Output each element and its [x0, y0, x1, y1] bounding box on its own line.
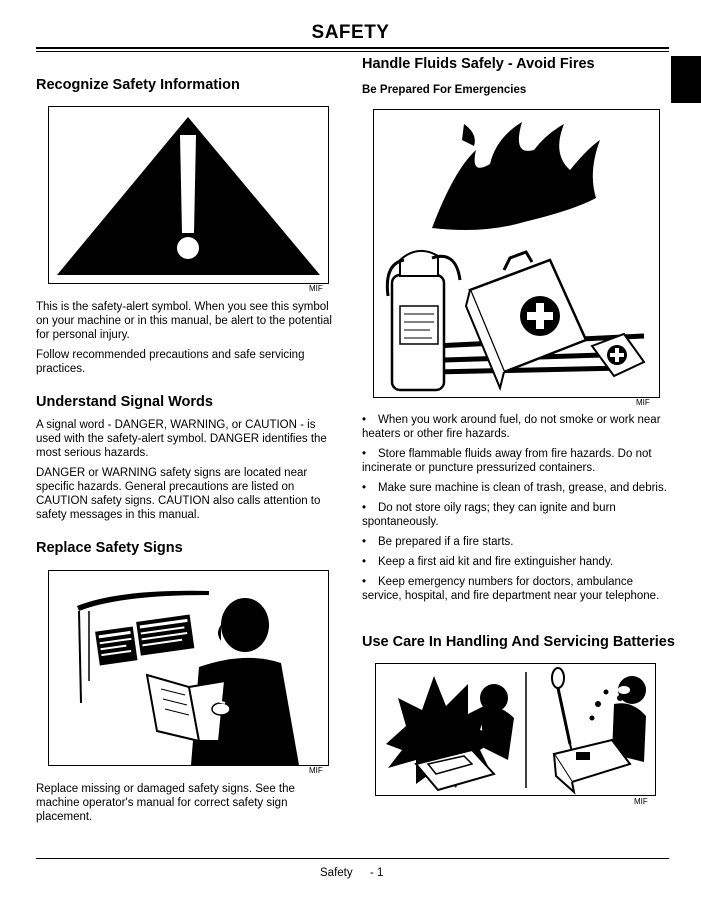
paragraph: Follow recommended precautions and safe servicing practices. [36, 349, 305, 375]
person-reading-manual-illustration [49, 571, 328, 765]
paragraph: This is the safety-alert symbol. When you see this symbol on your machine or in this manual, be alert to the potential for personal injury. [36, 301, 332, 341]
fire-safety-list [362, 413, 674, 609]
list-item: • Do not store oily rags; they can ignite and burn spontaneously. [362, 502, 616, 528]
heading-batteries: Use Care In Handling And Servicing Batteries [362, 634, 675, 650]
list-item: • Keep a first aid kit and fire extinguisher handy. [362, 556, 614, 568]
header-rule [36, 47, 669, 49]
fire-extinguisher-first-aid-illustration [374, 110, 659, 397]
paragraph: DANGER or WARNING safety signs are located near specific hazards. General precautions are listed on CAUTION safety signs. CAUTION also calls attention to safety messages in this manual. [36, 467, 321, 521]
section-tab-marker [671, 56, 701, 103]
figure-label: MIF [309, 284, 323, 293]
figure-battery-safety [375, 663, 656, 796]
figure-fire-emergency [373, 109, 660, 398]
list-item: • When you work around fuel, do not smoke or work near heaters or other fire hazards. [362, 414, 661, 440]
footer-page-number: - 1 [370, 867, 384, 879]
paragraph: A signal word - DANGER, WARNING, or CAUTION - is used with the safety-alert symbol. DANGER identifies the most serious hazards. [36, 419, 327, 459]
safety-alert-icon [49, 107, 328, 283]
page-title: SAFETY [311, 22, 390, 43]
battery-explosion-illustration [376, 664, 655, 795]
figure-replace-signs [48, 570, 329, 766]
list-item: • Keep emergency numbers for doctors, ambulance service, hospital, and fire department near your telephone. [362, 576, 660, 602]
header-rule-thin [36, 51, 669, 52]
paragraph: Replace missing or damaged safety signs. See the machine operator's manual for correct safety sign placement. [36, 783, 295, 823]
figure-label: MIF [309, 766, 323, 775]
subheading-emergencies: Be Prepared For Emergencies [362, 84, 527, 96]
list-item: • Make sure machine is clean of trash, grease, and debris. [362, 482, 667, 494]
figure-safety-alert-symbol [48, 106, 329, 284]
heading-replace-safety-signs: Replace Safety Signs [36, 540, 183, 556]
footer-section: Safety [320, 867, 353, 879]
list-item: • Store flammable fluids away from fire hazards. Do not incinerate or puncture pressurized containers. [362, 448, 652, 474]
footer-rule [36, 858, 669, 859]
figure-label: MIF [634, 797, 648, 806]
list-item: • Be prepared if a fire starts. [362, 536, 514, 548]
heading-recognize-safety: Recognize Safety Information [36, 77, 240, 93]
heading-signal-words: Understand Signal Words [36, 394, 213, 410]
figure-label: MIF [636, 398, 650, 407]
heading-handle-fluids: Handle Fluids Safely - Avoid Fires [362, 56, 595, 72]
